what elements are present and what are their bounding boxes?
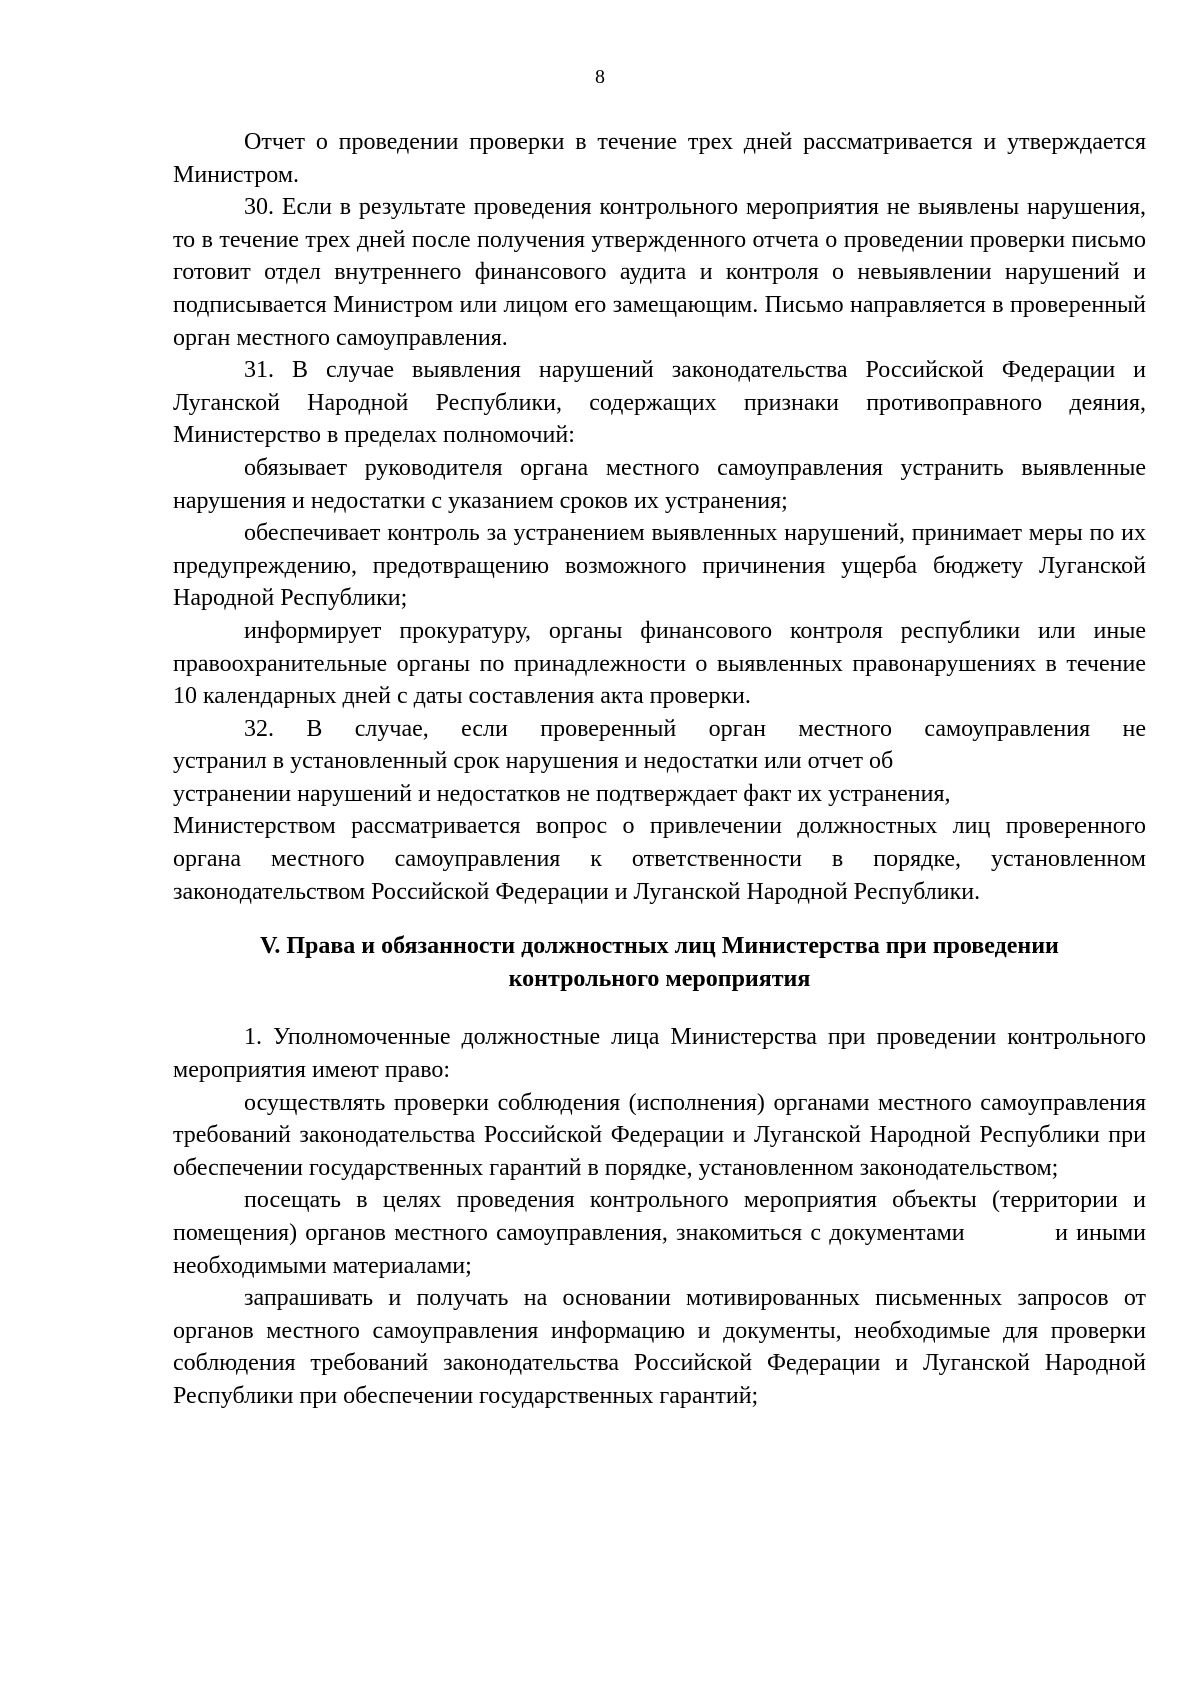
paragraph-31-ensures: обеспечивает контроль за устранением выявленных нарушений, принимает меры по их предупреждению, предотвращению возможного причинения ущерба бюджету Луганской Народной Республики; bbox=[173, 520, 1146, 612]
paragraph-30: 30. Если в результате проведения контрольного мероприятия не выявлены нарушения, то в течение трех дней после получения утвержденного отчета о проведении проверки письмо готовит отдел внутреннего финансового аудита и контроля о невыявлении нарушений и подписывается Министром или лицом его замещающим. Письмо направляется в проверенный орган местного самоуправления. bbox=[173, 194, 1146, 351]
paragraph-32 bbox=[173, 713, 1146, 909]
paragraph-right-request: запрашивать и получать на основании мотивированных письменных запросов от органов местного самоуправления информацию и документы, необходимые для проверки соблюдения требований законодательства Российской Федерации и Луганской Народной Республики при обеспечении государственных гарантий; bbox=[173, 1285, 1146, 1409]
paragraph-31-informs: информирует прокуратуру, органы финансового контроля республики или иные правоохранительные органы по принадлежности о выявленных правонарушениях в течение 10 календарных дней с даты составления акта проверки. bbox=[173, 617, 1146, 710]
paragraph-right-visit: посещать в целях проведения контрольного мероприятия объекты (территории и помещения) органов местного самоуправления, знакомиться с документами и иными необходимыми материалами; bbox=[173, 1187, 1152, 1279]
section-heading bbox=[173, 930, 1146, 995]
paragraph-31: 31. В случае выявления нарушений законодательства Российской Федерации и Луганской Народной Республики, содержащих признаки противоправного деяния, Министерство в пределах полномочий: bbox=[173, 357, 1146, 449]
page-number: 8 bbox=[595, 66, 605, 88]
paragraph-31-obligates: обязывает руководителя органа местного самоуправления устранить выявленные нарушения и недостатки с указанием сроков их устранения; bbox=[173, 454, 1146, 514]
paragraph-32-line-2: устранил в установленный срок нарушения и недостатки или отчет об bbox=[173, 748, 894, 775]
document-body bbox=[173, 126, 1152, 1413]
paragraph-right-inspections: осуществлять проверки соблюдения (исполнения) органами местного самоуправления требований законодательства Российской Федерации и Луганской Народной Республики при обеспечении государственных гарантий в порядке, установленном законодательством; bbox=[173, 1089, 1146, 1181]
section-heading-line-1: V. Права и обязанности должностных лиц Министерства при проведении bbox=[260, 933, 1059, 960]
paragraph-32-line-1: 32. В случае, если проверенный орган местного самоуправления не bbox=[244, 715, 1146, 742]
section-heading-line-2: контрольного мероприятия bbox=[508, 965, 811, 992]
paragraph-32-line-3: устранении нарушений и недостатков не подтверждает факт их устранения, bbox=[173, 780, 951, 807]
paragraph-section-v-1: 1. Уполномоченные должностные лица Министерства при проведении контрольного мероприятия имеют право: bbox=[173, 1024, 1146, 1084]
paragraph-report-approval: Отчет о проведении проверки в течение трех дней рассматривается и утверждается Министром. bbox=[173, 129, 1146, 188]
paragraph-32-rest: Министерством рассматривается вопрос о привлечении должностных лиц проверенного органа местного самоуправления к ответственности в порядке, установленном законодательством Российской Федерации и Луганской Народной Республики. bbox=[173, 813, 1146, 905]
